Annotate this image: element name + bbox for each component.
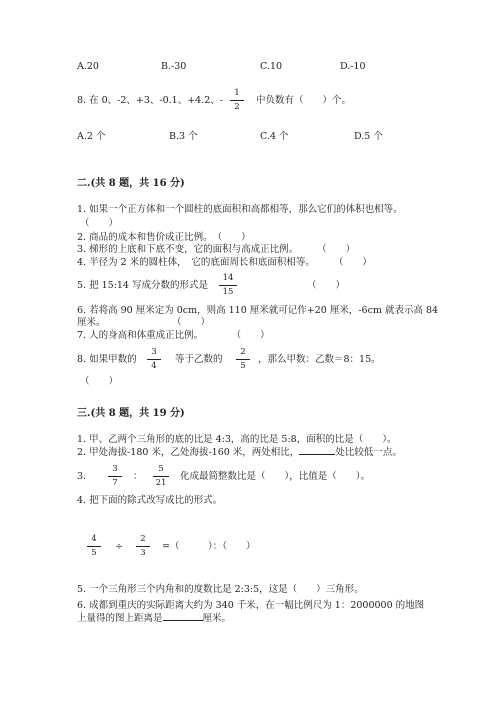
fraction-bar: [153, 476, 169, 477]
s3-q2-prefix: 2. 甲处海拔-180 米，乙处海拔-160 米，两处相比，: [77, 447, 300, 458]
s3-q3-f2-denominator: 21: [155, 477, 167, 488]
fraction-bar: [219, 285, 237, 286]
s3-q2: [77, 448, 402, 458]
s3-q4-fraction-1: [87, 535, 101, 557]
s3-q6-fill-blank: [163, 620, 203, 621]
s3-q4-divide: ÷: [115, 541, 123, 552]
s3-q4-f2-numerator: 2: [140, 534, 146, 544]
s3-q3-fraction-2: [153, 465, 169, 487]
s3-q3-colon: ：: [133, 471, 143, 482]
fraction-bar: [108, 476, 122, 477]
q8-frac-denominator: 2: [234, 101, 240, 112]
fraction-bar: [236, 359, 250, 360]
s3-q1: 1. 甲、乙两个三角形的底的比是 4:3，高的比是 5:8，面积的比是（ ）。: [77, 434, 397, 445]
s3-q5: 5. 一个三角形三个内角和的度数比是 2:3:5，这是（ ）三角形。: [77, 584, 364, 595]
s3-q6-line2-prefix: 上量得的图上距离是: [77, 613, 163, 624]
q8-option-b: B.3 个: [169, 131, 198, 142]
q7-option-a: A.20: [77, 61, 99, 72]
s3-q2-suffix: 处比较低一点。: [335, 447, 402, 458]
s2-q3: 3. 梯形的上底和下底不变，它的面积与高成正比例。 （ ）: [77, 244, 356, 255]
s2-q8-suffix: ，那么甲数：乙数＝8：15。: [258, 354, 381, 365]
s3-q4-f1-numerator: 4: [91, 534, 97, 544]
s3-q3-f2-numerator: 5: [158, 464, 164, 474]
s3-q6-line2: [77, 614, 231, 624]
s2-q8-mid: 等于乙数的: [175, 354, 223, 365]
s2-q8-fraction-1: [147, 348, 161, 370]
s3-q4-fraction-2: [136, 535, 150, 557]
q8-frac-numerator: 1: [234, 88, 240, 98]
s2-q8-f2-denominator: 5: [240, 360, 246, 371]
q8-text-prefix: 8. 在 0、-2、+3、-0.1、+4.2、-: [77, 95, 224, 106]
s3-q6-line1: 6. 成都到重庆的实际距离大约为 340 千米，在一幅比例尺为 1：2000000 的地图: [77, 600, 425, 611]
s2-q5-numerator: 14: [222, 273, 234, 283]
s2-q5-answer-blank: （ ）: [307, 280, 346, 291]
s2-q5-prefix: 5. 把 15:14 写成分数的形式是: [77, 280, 209, 291]
s2-q8-f1-denominator: 4: [151, 360, 157, 371]
s3-q4-f2-denominator: 3: [140, 547, 146, 558]
section3-title: 三.(共 8 题，共 19 分): [77, 408, 185, 419]
fraction-bar: [87, 546, 101, 547]
s3-q3-f1-denominator: 7: [112, 477, 118, 488]
s2-q8-f2-numerator: 2: [240, 347, 246, 357]
s2-q2: 2. 商品的成本和售价成正比例。 （ ）: [77, 232, 251, 243]
s3-q2-fill-blank: [299, 454, 335, 455]
s2-q5-fraction: [219, 274, 237, 296]
fraction-bar: [136, 546, 150, 547]
q8-fraction: [230, 89, 244, 111]
q7-option-c: C.10: [260, 61, 283, 72]
s3-q3-suffix: 化成最简整数比是（ ），比值是（ ）。: [180, 471, 371, 482]
s3-q3-fraction-1: [108, 465, 122, 487]
s2-q8-prefix: 8. 如果甲数的: [77, 354, 137, 365]
s2-q8-f1-numerator: 3: [151, 347, 157, 357]
q8-text-suffix: 中负数有（ ）个。: [256, 95, 352, 106]
s3-q6-line2-suffix: 厘米。: [202, 613, 232, 624]
s2-q6-line2: 厘米。 （ ）: [77, 317, 211, 328]
s3-q3-f1-numerator: 3: [112, 464, 118, 474]
s2-q5-denominator: 15: [222, 286, 234, 297]
q8-option-d: D.5 个: [354, 131, 383, 142]
s2-q7: 7. 人的身高和体重成正比例。 （ ）: [77, 330, 270, 341]
s2-q1-answer-blank: （ ）: [80, 218, 119, 229]
section2-title: 二.(共 8 题，共 16 分): [77, 178, 185, 189]
fraction-bar: [230, 100, 244, 101]
s3-q4-f1-denominator: 5: [91, 547, 97, 558]
q7-option-d: D.-10: [340, 61, 366, 72]
q8-option-c: C.4 个: [260, 131, 289, 142]
s2-q8-answer-blank: （ ）: [80, 376, 119, 387]
s3-q4-answer: =（ ）：（ ）: [162, 541, 256, 552]
s2-q4: 4. 半径为 2 米的圆柱体， 它的底面周长和底面积相等。 （ ）: [77, 257, 372, 268]
q8-option-a: A.2 个: [77, 131, 106, 142]
s2-q6-line1: 6. 若将高 90 厘米定为 0cm，则高 110 厘米就可记作+20 厘米，-6cm 就表示高 84: [77, 305, 439, 316]
fraction-bar: [147, 359, 161, 360]
s2-q8-fraction-2: [236, 348, 250, 370]
s3-q4: 4. 把下面的除式改写成比的形式。: [77, 495, 223, 506]
q7-option-b: B.-30: [161, 61, 187, 72]
s3-q3-prefix: 3.: [77, 471, 87, 482]
s2-q1: 1. 如果一个正方体和一个圆柱的底面积和高都相等，那么它们的体积也相等。: [77, 204, 403, 215]
